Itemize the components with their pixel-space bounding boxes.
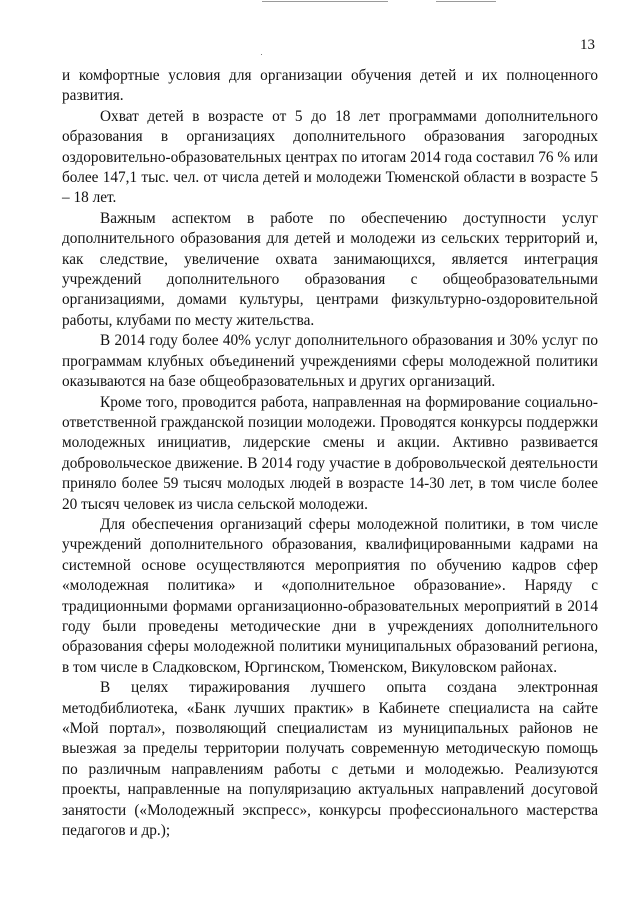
- page-number: 13: [580, 37, 595, 53]
- body-paragraph: Важным аспектом в работе по обеспечению доступности услуг дополнительного образования для детей и молодежи из сельских территорий и, как следствие, увеличение охвата занимающихся, является интеграция учреждений дополнительного образования с общеобразовательными организациями, домами культуры, центрами физкультурно-оздоровительной работы, клубами по месту жительства.: [62, 209, 598, 329]
- body-paragraph: и комфортные условия для организации обучения детей и их полноценного развития.: [62, 67, 598, 105]
- body-paragraph: В 2014 году более 40% услуг дополнительного образования и 30% услуг по программам клубных объединений учреждениями сферы молодежной политики оказываются на базе общеобразовательных и других организаций.: [62, 332, 598, 391]
- body-paragraph: Для обеспечения организаций сферы молодежной политики, в том числе учреждений дополнительного образования, квалифицированными кадрами на системной основе осуществляются мероприятия по обучению кадров сфер «молодежная политика» и «дополнительное образование». Наряду с традиционными формами организационно-образовательных мероприятий в 2014 году были проведены методические дни в учреждениях дополнительного образования сферы молодежной политики муниципальных образований региона, в том числе в Сладковском, Юргинском, Тюменском, Викуловском районах.: [62, 515, 598, 676]
- scan-edge-line: [262, 1, 388, 2]
- body-text: [62, 66, 598, 841]
- scan-speck: [261, 54, 262, 55]
- body-paragraph: В целях тиражирования лучшего опыта создана электронная методбиблиотека, «Банк лучших практик» в Кабинете специалиста на сайте «Мой портал», позволяющий специалистам из муниципальных районов не выезжая за пределы территории получать современную методическую помощь по различным направлениям работы с детьми и молодежью. Реализуются проекты, направленные на популяризацию актуальных направлений досуговой занятости («Молодежный экспресс», конкурсы профессионального мастерства педагогов и др.);: [62, 679, 598, 840]
- scan-edge-line: [436, 1, 496, 2]
- body-paragraph: Охват детей в возрасте от 5 до 18 лет программами дополнительного образования в организациях дополнительного образования загородных оздоровительно-образовательных центрах по итогам 2014 года составил 76 % или более 147,1 тыс. чел. от числа детей и молодежи Тюменской области в возрасте 5 – 18 лет.: [62, 107, 598, 207]
- body-paragraph: Кроме того, проводится работа, направленная на формирование социально-ответственной гражданской позиции молодежи. Проводятся конкурсы поддержки молодежных инициатив, лидерские смены и акции. Активно развивается добровольческое движение. В 2014 году участие в добровольческой деятельности приняло более 59 тысяч молодых людей в возрасте 14-30 лет, в том числе более 20 тысяч человек из числа сельской молодежи.: [62, 393, 598, 513]
